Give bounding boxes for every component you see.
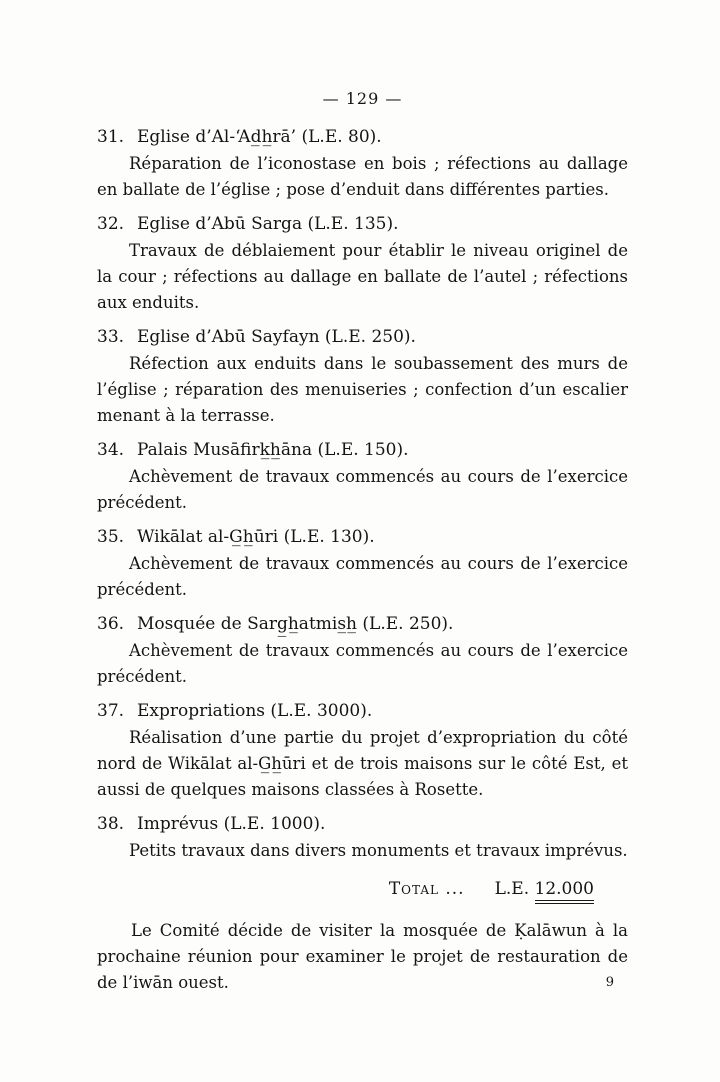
item-body: Réalisation d’une partie du projet d’expropriation du côté nord de Wikālat al-G̲h̲ūri et de trois maisons sur le côté Est, et aussi de quelques maisons classées à Rosette.: [97, 728, 628, 799]
item-title-line: [97, 698, 628, 724]
list-item: [97, 611, 628, 690]
list-item: [97, 524, 628, 603]
item-title-line: [97, 324, 628, 350]
list-item: [97, 437, 628, 516]
item-title: Eglise d’Al-‘Ad̲h̲rā’ (L.E. 80).: [137, 127, 382, 147]
page-number: 9: [605, 975, 614, 990]
item-title: Imprévus (L.E. 1000).: [137, 814, 326, 834]
item-number: 32.: [97, 214, 125, 234]
item-number: 36.: [97, 614, 125, 634]
item-title: Wikālat al-G̲h̲ūri (L.E. 130).: [137, 527, 375, 547]
item-number: 31.: [97, 127, 125, 147]
total-label: Total ...: [388, 879, 465, 899]
list-item: [97, 211, 628, 316]
total-currency: L.E.: [494, 879, 530, 899]
item-number: 38.: [97, 814, 125, 834]
item-title: Palais Musāfirk̲h̲āna (L.E. 150).: [137, 440, 409, 460]
item-title-line: [97, 124, 628, 150]
item-title-line: [97, 811, 628, 837]
item-body: Achèvement de travaux commencés au cours de l’exercice précédent.: [97, 641, 628, 686]
page-header: — 129 —: [322, 89, 403, 108]
total-line: [97, 876, 628, 902]
item-body: Petits travaux dans divers monuments et travaux imprévus.: [129, 841, 628, 860]
item-title-line: [97, 437, 628, 463]
item-title: Eglise d’Abū Sayfayn (L.E. 250).: [137, 327, 416, 347]
total-amount: [495, 876, 594, 902]
item-body: Achèvement de travaux commencés au cours de l’exercice précédent.: [97, 554, 628, 599]
list-item: [97, 324, 628, 429]
item-body: Réparation de l’iconostase en bois ; réfections au dallage en ballate de l’église ; pose d’enduit dans différentes parties.: [97, 154, 628, 199]
item-title-line: [97, 211, 628, 237]
item-number: 37.: [97, 701, 125, 721]
item-title: Expropriations (L.E. 3000).: [137, 701, 373, 721]
item-number: 35.: [97, 527, 125, 547]
closing-paragraph: Le Comité décide de visiter la mosquée de Ḳalāwun à la prochaine réunion pour examiner le projet de restauration de de l’iwān ouest.: [97, 921, 628, 992]
item-title: Eglise d’Abū Sarga (L.E. 135).: [137, 214, 399, 234]
total-value: 12.000: [535, 879, 594, 904]
list-item: [97, 124, 628, 203]
item-title-line: [97, 524, 628, 550]
list-item: [97, 811, 628, 864]
item-body: Achèvement de travaux commencés au cours de l’exercice précédent.: [97, 467, 628, 512]
item-body: Réfection aux enduits dans le soubassement des murs de l’église ; réparation des menuiseries ; confection d’un escalier menant à la terrasse.: [97, 354, 628, 425]
item-title: Mosquée de Sarg̲h̲atmis̲h̲ (L.E. 250).: [137, 614, 454, 634]
item-number: 33.: [97, 327, 125, 347]
list-item: [97, 698, 628, 803]
item-title-line: [97, 611, 628, 637]
item-body: Travaux de déblaiement pour établir le niveau originel de la cour ; réfections au dallage en ballate de l’autel ; réfections aux enduits.: [97, 241, 628, 312]
item-number: 34.: [97, 440, 125, 460]
